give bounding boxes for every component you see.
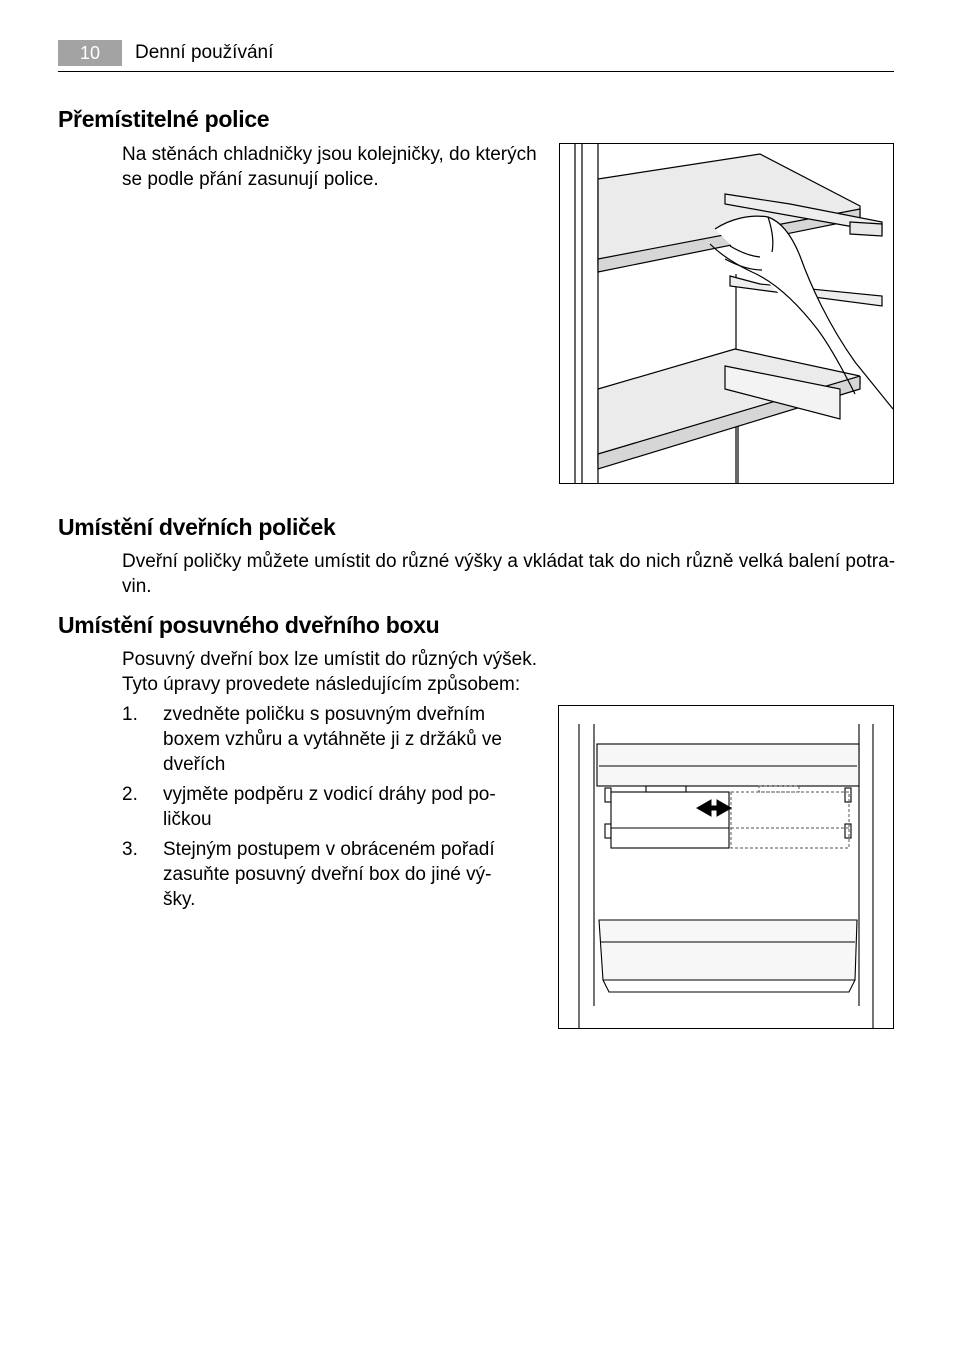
step-line: Stejným postupem v obráceném pořadí — [163, 839, 495, 860]
page-number: 10 — [58, 40, 122, 66]
step-line: ličkou — [163, 809, 212, 830]
step-line: boxem vzhůru a vytáhněte ji z držáků ve — [163, 729, 503, 750]
step-line: dveřích — [163, 754, 226, 775]
header-divider — [58, 71, 894, 72]
section-text-sliding-door-box — [122, 647, 552, 697]
fridge-shelf-illustration — [559, 143, 894, 484]
text-line: Na stěnách chladničky jsou kolejničky, do kterých — [122, 144, 537, 165]
text-line: Posuvný dveřní box lze umístit do různých výšek. — [122, 649, 538, 670]
step-line: vyjměte podpěru z vodicí dráhy pod po- — [163, 784, 496, 805]
running-header: Denní používání — [135, 42, 274, 63]
section-title-door-shelves: Umístění dveřních poliček — [58, 514, 336, 540]
section-title-sliding-door-box: Umístění posuvného dveřního boxu — [58, 612, 440, 638]
text-line: vin. — [122, 576, 152, 597]
text-line: se podle přání zasunují police. — [122, 169, 379, 190]
step-line: zvedněte poličku s posuvným dveřním — [163, 704, 486, 725]
section-title-movable-shelves: Přemístitelné police — [58, 106, 270, 132]
instruction-steps — [122, 702, 512, 917]
step-line: zasuňte posuvný dveřní box do jiné vý- — [163, 864, 492, 885]
instruction-step — [122, 702, 512, 777]
section-text-door-shelves — [122, 549, 902, 599]
step-number: 2. — [122, 784, 138, 805]
text-line: Dveřní poličky můžete umístit do různé výšky a vkládat tak do nich různě velká balení potra- — [122, 551, 896, 572]
instruction-step — [122, 837, 512, 912]
instruction-step — [122, 782, 512, 832]
sliding-door-box-illustration — [558, 705, 894, 1029]
text-line: Tyto úpravy provedete následujícím způsobem: — [122, 674, 521, 695]
section-text-movable-shelves — [122, 142, 552, 192]
step-line: šky. — [163, 889, 196, 910]
step-number: 3. — [122, 839, 138, 860]
step-number: 1. — [122, 704, 138, 725]
